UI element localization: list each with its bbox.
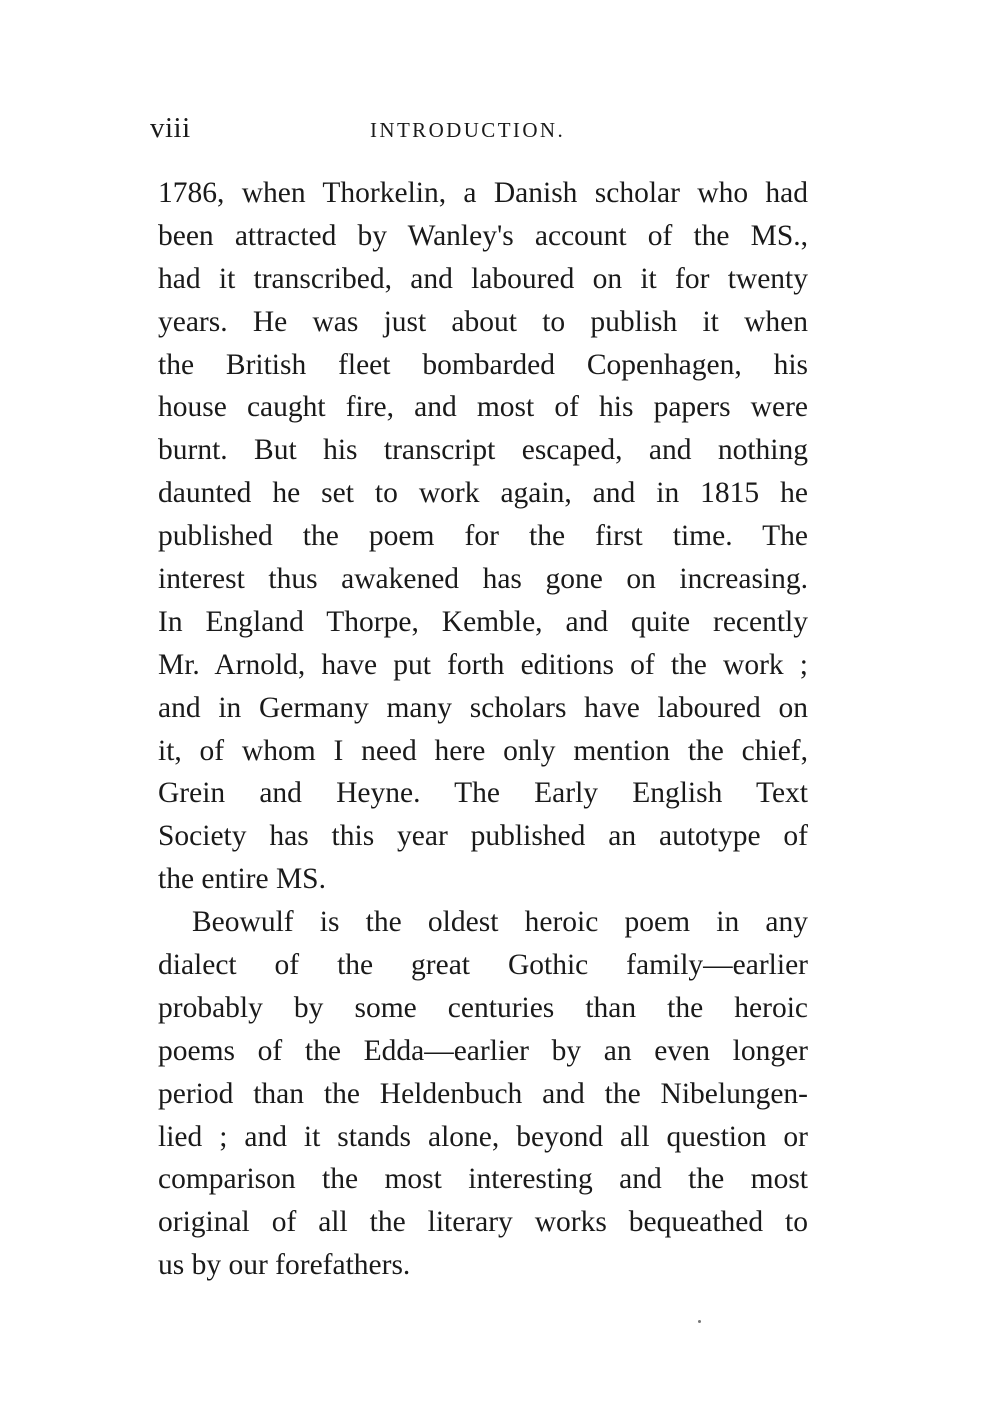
text-line: Mr. Arnold, have put forth editions of the work ; [158,648,808,681]
text-line: it, of whom I need here only mention the chief, [158,734,808,767]
print-speck [698,1320,701,1323]
text-line: burnt. But his transcript escaped, and nothing [158,434,808,467]
text-line: been attracted by Wanley's account of the MS., [158,219,808,252]
text-line: the British fleet bombarded Copenhagen, his [158,348,808,381]
text-line: poems of the Edda—earlier by an even longer [158,1034,808,1067]
text-line: lied ; and it stands alone, beyond all question or [158,1120,808,1153]
text-line: 1786, when Thorkelin, a Danish scholar who had [158,177,808,209]
text-line: the entire MS. [158,863,326,896]
running-title: INTRODUCTION. [370,118,566,142]
text-line: Society has this year published an autotype of [158,820,808,853]
text-line: probably by some centuries than the heroic [158,991,808,1024]
paragraph-2 [158,901,808,1287]
text-line: published the poem for the first time. The [158,520,808,553]
text-line: original of all the literary works bequeathed to [158,1206,808,1239]
text-line: In England Thorpe, Kemble, and quite recently [158,605,808,638]
text-line: and in Germany many scholars have laboured on [158,691,808,724]
body-text [158,172,808,1287]
text-line: house caught fire, and most of his papers were [158,391,808,424]
text-line: daunted he set to work again, and in 1815 he [158,477,808,510]
text-line: had it transcribed, and laboured on it for twenty [158,262,808,295]
text-line: Beowulf is the oldest heroic poem in any [192,906,808,939]
text-line: Grein and Heyne. The Early English Text [158,777,808,810]
page-header [150,112,810,152]
text-line: years. He was just about to publish it when [158,305,808,338]
text-line: period than the Heldenbuch and the Nibelungen- [158,1077,808,1110]
text-line: comparison the most interesting and the most [158,1163,808,1196]
paragraph-1 [158,172,808,901]
text-line: dialect of the great Gothic family—earlier [158,949,808,982]
text-line: interest thus awakened has gone on increasing. [158,563,808,596]
page-number: viii [150,112,191,144]
text-line: us by our forefathers. [158,1249,411,1282]
